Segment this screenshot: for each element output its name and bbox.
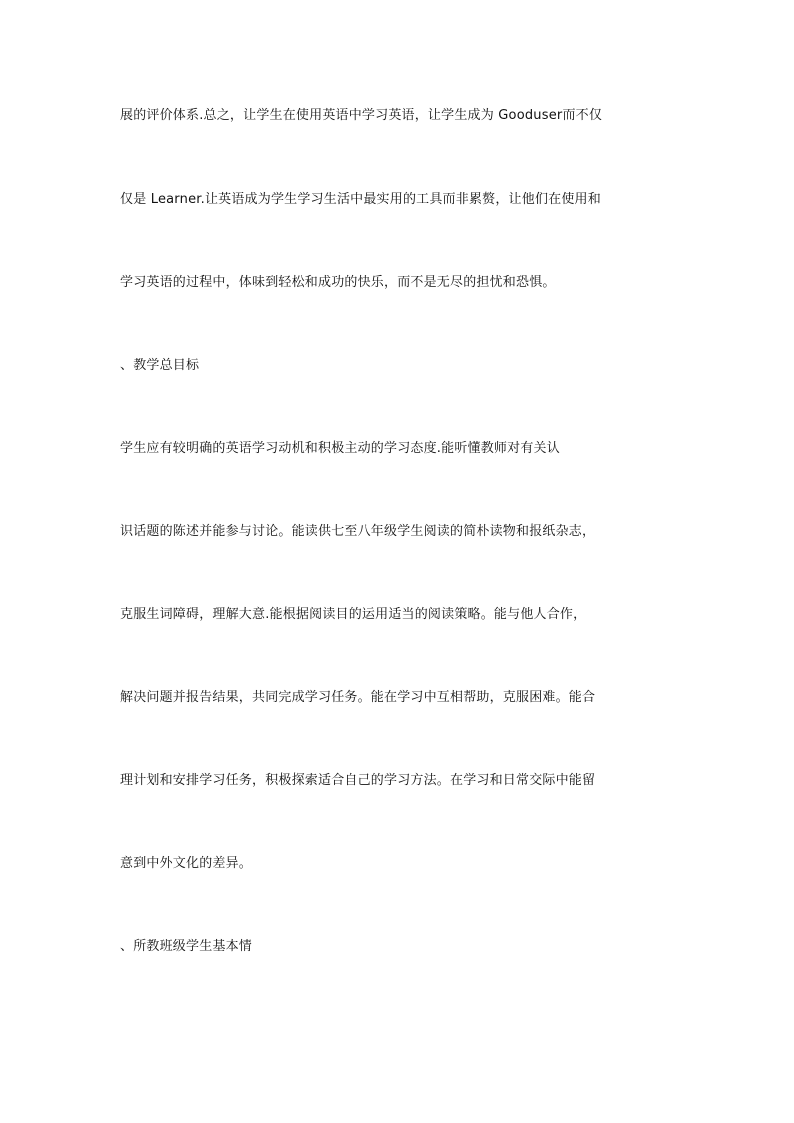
paragraph-line-7: 克服生词障碍，理解大意.能根据阅读目的运用适当的阅读策略。能与他人合作， [120, 607, 587, 622]
paragraph-line-3: 学习英语的过程中，体味到轻松和成功的快乐，而不是无尽的担忧和恐惧。 [120, 275, 556, 290]
paragraph-line-6: 识话题的陈述并能参与讨论。能读供七至八年级学生阅读的简朴读物和报纸杂志， [120, 524, 596, 539]
section-heading-teaching-goals: 、教学总目标 [120, 358, 200, 373]
paragraph-line-8: 解决问题并报告结果，共同完成学习任务。能在学习中互相帮助，克服困难。能合 [120, 690, 596, 705]
paragraph-line-5: 学生应有较明确的英语学习动机和积极主动的学习态度.能听懂教师对有关认 [120, 441, 560, 456]
paragraph-line-2: 仅是 Learner.让英语成为学生学习生活中最实用的工具而非累赘，让他们在使用和 [120, 192, 601, 207]
paragraph-line-9: 理计划和安排学习任务，积极探索适合自己的学习方法。在学习和日常交际中能留 [120, 773, 596, 788]
paragraph-line-1: 展的评价体系.总之，让学生在使用英语中学习英语，让学生成为 Gooduser而不仅 [120, 108, 603, 123]
paragraph-line-10: 意到中外文化的差异。 [120, 856, 253, 871]
section-heading-class-situation: 、所教班级学生基本情 [120, 939, 253, 954]
